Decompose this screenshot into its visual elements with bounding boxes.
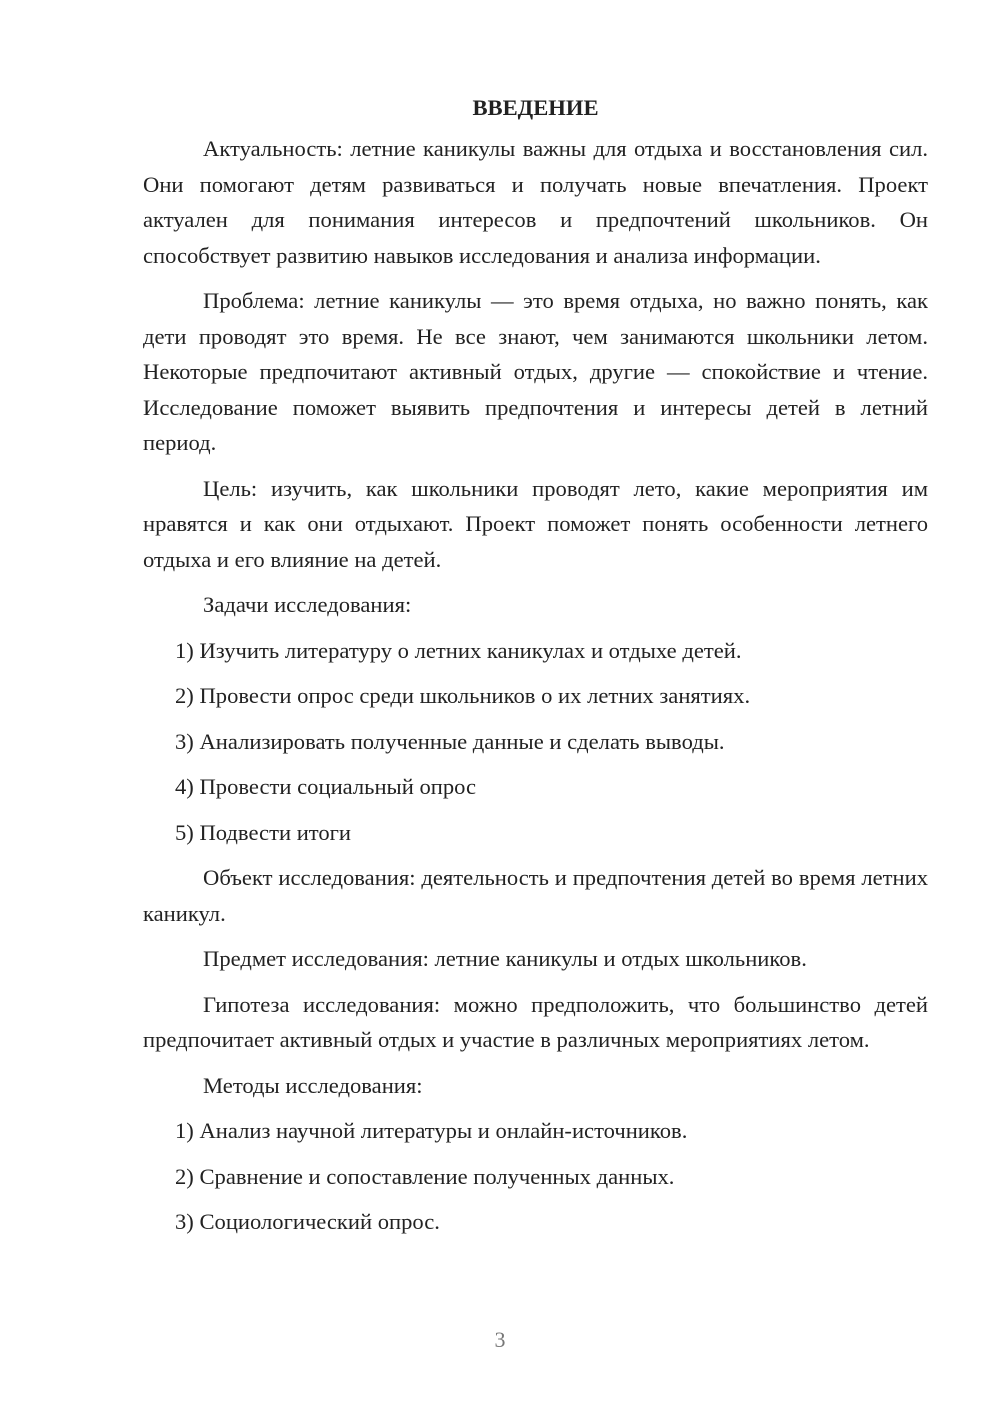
subject-paragraph: Предмет исследования: летние каникулы и отдых школьников. (203, 946, 807, 971)
task-item-2: 2) Провести опрос среди школьников о их летних занятиях. (175, 683, 751, 708)
task-item-5: 5) Подвести итоги (175, 819, 352, 845)
relevance-paragraph: Актуальность: летние каникулы важны для отдыха и восстановления сил. Они помогают детям развиваться и получать новые впечатления. Проект актуален для понимания интересов и предпочтений школьников. Он способствует развитию навыков исследования и анализа информации. (143, 136, 928, 268)
document-page (143, 88, 928, 1250)
problem-paragraph: Проблема: летние каникулы — это время отдыха, но важно понять, как дети проводят это время. Не все знают, чем занимаются школьники летом. Некоторые предпочитают активный отдых, другие — спокойствие и чтение. Исследование поможет выявить предпочтения и интересы детей в летний период. (143, 288, 928, 455)
task-item-3: 3) Анализировать полученные данные и сделать выводы. (175, 728, 725, 754)
object-paragraph: Объект исследования: деятельность и предпочтения детей во время летних каникул. (143, 865, 928, 926)
goal-paragraph: Цель: изучить, как школьники проводят лето, какие мероприятия им нравятся и как они отдыхают. Проект поможет понять особенности летнего отдыха и его влияние на детей. (143, 475, 928, 572)
page-title: ВВЕДЕНИЕ (472, 95, 599, 120)
page-number: 3 (494, 1327, 506, 1352)
methods-list (143, 1113, 928, 1240)
methods-heading: Методы исследования: (203, 1072, 423, 1098)
task-item-1: 1) Изучить литературу о летних каникулах и отдыхе детей. (175, 637, 742, 663)
hypothesis-paragraph: Гипотеза исследования: можно предположить, что большинство детей предпочитает активный отдых и участие в различных мероприятиях летом. (143, 991, 928, 1052)
task-item-4: 4) Провести социальный опрос (175, 774, 477, 799)
method-item-1: 1) Анализ научной литературы и онлайн-источников. (175, 1118, 688, 1143)
tasks-heading: Задачи исследования: (203, 592, 412, 617)
method-item-2: 2) Сравнение и сопоставление полученных данных. (175, 1163, 675, 1189)
tasks-list (143, 633, 928, 851)
method-item-3: 3) Социологический опрос. (175, 1209, 440, 1234)
